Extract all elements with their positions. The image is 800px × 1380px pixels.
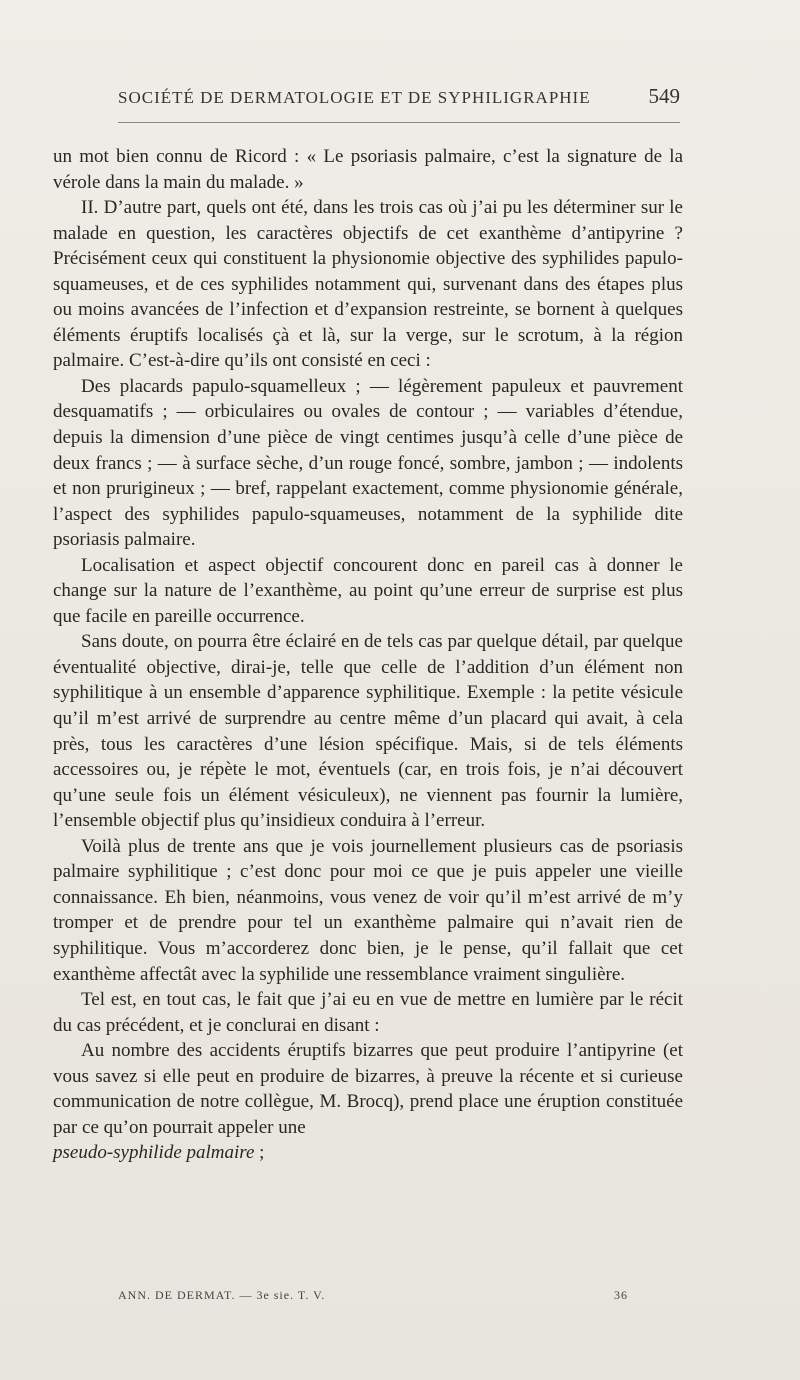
paragraph-5: Sans doute, on pourra être éclairé en de tels cas par quelque détail, par quelque éventualité objective, dirai-je, telle que celle de l’addition d’un élément non syphilitique à un ensemble d’apparence syphilitique. Exemple : la petite vésicule qu’il m’est arrivé de surprendre au centre même d’un placard qui avait, à cela près, tous les caractères d’une lésion spécifique. Mais, si de tels éléments accessoires ou, je répète le mot, éventuels (car, en trois fois, je n’ai découvert qu’une seule fois un élément vésiculeux), ne viennent pas fournir la lumière, l’ensemble objectif plus qu’insidieux conduira à l’erreur. bbox=[53, 631, 683, 832]
page-number: 549 bbox=[648, 84, 680, 108]
paragraph-8-continuation bbox=[53, 1140, 683, 1166]
paragraph-4: Localisation et aspect objectif concourent donc en pareil cas à donner le change sur la nature de l’exanthème, au point qu’une erreur de surprise est plus que facile en pareille occurrence. bbox=[53, 554, 683, 627]
paragraph-8: Au nombre des accidents éruptifs bizarres que peut produire l’antipyrine (et vous savez si elle peut en produire de bizarres, à preuve la récente et si curieuse communication de notre collègue, M. Brocq), prend place une éruption constituée par ce qu’on pourrait appeler une bbox=[53, 1040, 683, 1138]
paragraph-7: Tel est, en tout cas, le fait que j’ai eu en vue de mettre en lumière par le récit du cas précédent, et je conclurai en disant : bbox=[53, 989, 683, 1036]
paragraph-6: Voilà plus de trente ans que je vois journellement plusieurs cas de psoriasis palmaire syphilitique ; c’est donc pour moi ce que je puis appeler une vieille connaissance. Eh bien, néanmoins, vous venez de voir qu’il m’est arrivé de m’y tromper et de prendre pour tel un exanthème palmaire qui n’avait rien de syphilitique. Vous m’accorderez donc bien, je le pense, qu’il fallait que cet exanthème affectât avec la syphilide une ressemblance vraiment singulière. bbox=[53, 835, 683, 985]
paragraph-1: un mot bien connu de Ricord : « Le psoriasis palmaire, c’est la signature de la vérole dans la main du malade. » bbox=[53, 146, 683, 193]
body-text bbox=[53, 144, 683, 1166]
running-header bbox=[118, 84, 680, 114]
journal-signature: ANN. DE DERMAT. — 3e sie. T. V. bbox=[118, 1288, 326, 1302]
page-footer bbox=[118, 1288, 628, 1306]
header-rule bbox=[118, 122, 680, 123]
italic-term: pseudo-syphilide palmaire bbox=[53, 1142, 255, 1164]
italic-term-suffix: ; bbox=[254, 1142, 265, 1164]
paragraph-3: Des placards papulo-squamelleux ; — légèrement papuleux et pauvrement desquamatifs ; — orbiculaires ou ovales de contour ; — variables d’étendue, depuis la dimension d’une pièce de vingt centimes jusqu’à celle d’une pièce de deux francs ; — à surface sèche, d’un rouge foncé, sombre, jambon ; — indolents et non prurigineux ; — bref, rappelant exactement, comme physionomie générale, l’aspect des syphilides papulo-squameuses, notamment de la syphilide dite psoriasis palmaire. bbox=[53, 375, 683, 551]
sheet-number: 36 bbox=[614, 1288, 628, 1302]
running-title: SOCIÉTÉ DE DERMATOLOGIE ET DE SYPHILIGRAPHIE bbox=[118, 88, 591, 107]
paragraph-2: II. D’autre part, quels ont été, dans les trois cas où j’ai pu les déterminer sur le malade en question, les caractères objectifs de cet exanthème d’antipyrine ? Précisément ceux qui constituent la physionomie objective des syphilides papulo-squameuses, et de ces syphilides notamment qui, survenant dans des étapes plus ou moins avancées de l’infection et d’expansion restreinte, se bornent à quelques éléments éruptifs localisés çà et là, sur la verge, sur le scrotum, à la région palmaire. C’est-à-dire qu’ils ont consisté en ceci : bbox=[53, 197, 683, 372]
